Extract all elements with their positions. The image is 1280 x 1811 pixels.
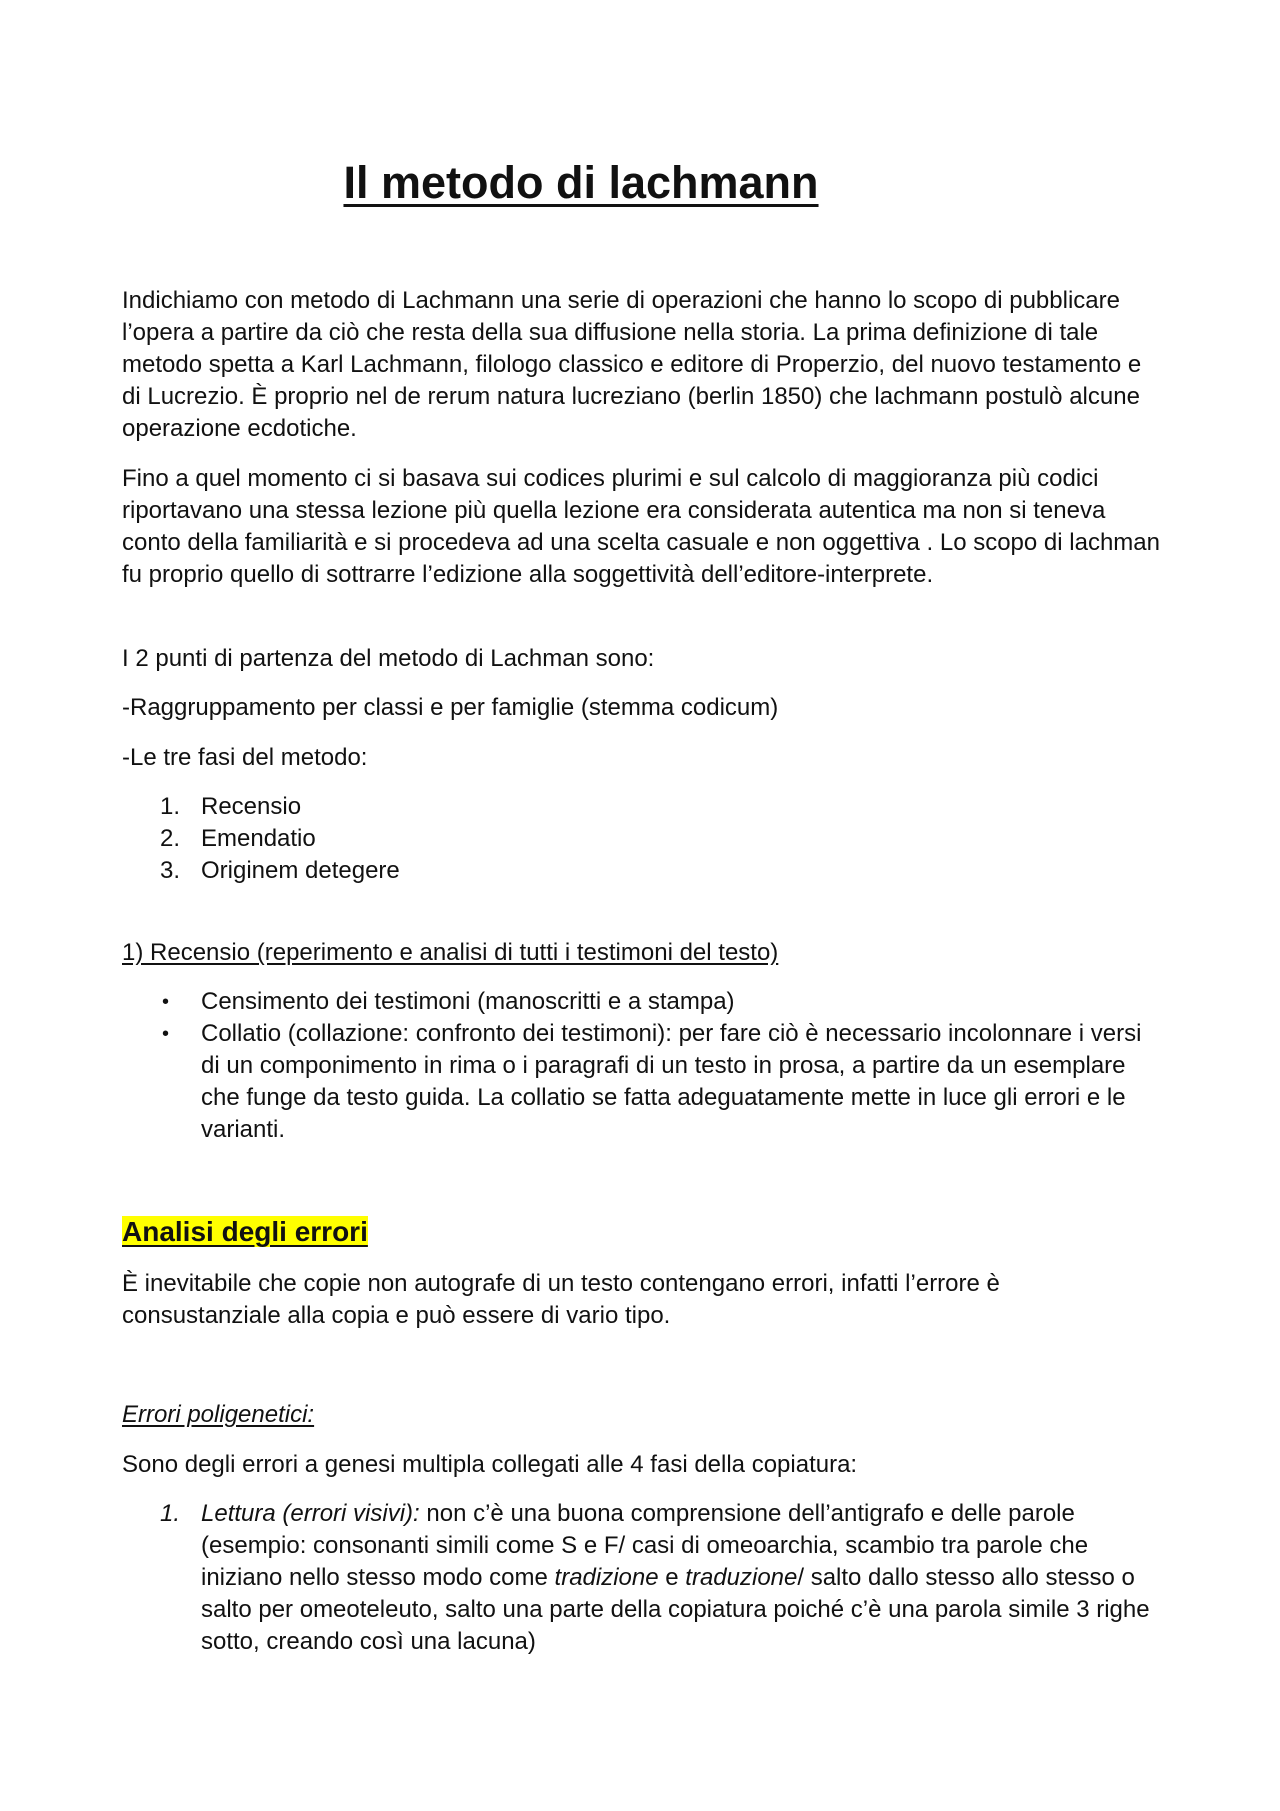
list-item: 3. Originem detegere	[160, 857, 400, 884]
analisi-text: È inevitabile che copie non autografe di un testo contengano errori, infatti l’errore è consustanziale alla copia e può essere di vario tipo.	[122, 1270, 1000, 1329]
errors-list	[122, 1498, 1162, 1658]
list-item: • Collatio (collazione: confronto dei testimoni): per fare ciò è necessario incolonnare i versi di un componimento in rima o i paragrafi di un testo in prosa, a partire da un esemplare che funge da testo guida. La collatio se fatta adeguatamente mette in luce gli errori e le varianti.	[162, 1020, 1142, 1143]
bullet-icon: •	[162, 1023, 170, 1045]
recensio-list	[122, 986, 1162, 1146]
list-item: 1. Recensio	[160, 793, 302, 820]
starting-points-text: I 2 punti di partenza del metodo di Lachman sono:	[122, 645, 655, 672]
grouping-text: -Raggruppamento per classi e per famiglie (stemma codicum)	[122, 694, 779, 721]
list-item: 1. Lettura (errori visivi): non c’è una buona comprensione dell’antigrafo e delle parole (esempio: consonanti simili come S e F/ casi di omeoarchia, scambio tra parole che iniziano nello stesso modo come tradizione e traduzione/ salto dallo stesso allo stesso o salto per omeoteleuto, salto una parte della copiatura poiché c’è una parola simile 3 righe sotto, creando così una lacuna)	[160, 1500, 1150, 1655]
poligenetici-intro: Sono degli errori a genesi multipla collegati alle 4 fasi della copiatura:	[122, 1451, 858, 1478]
recensio-heading: 1) Recensio (reperimento e analisi di tutti i testimoni del testo)	[122, 939, 779, 966]
majority-paragraph: Fino a quel momento ci si basava sui codices plurimi e sul calcolo di maggioranza più codici riportavano una stessa lezione più quella lezione era considerata autentica ma non si teneva conto della familiarità e si procedeva ad una scelta casuale e non oggettiva . Lo scopo di lachman fu proprio quello di sottrarre l’edizione alla soggettività dell’editore-interprete.	[122, 465, 1160, 588]
analisi-heading: Analisi degli errori	[122, 1216, 368, 1247]
poligenetici-heading: Errori poligenetici:	[122, 1401, 315, 1428]
list-item: • Censimento dei testimoni (manoscritti e a stampa)	[122, 986, 1162, 1018]
intro-paragraph: Indichiamo con metodo di Lachmann una serie di operazioni che hanno lo scopo di pubblicare l’opera a partire da ciò che resta della sua diffusione nella storia. La prima definizione di tale metodo spetta a Karl Lachmann, filologo classico e editore di Properzio, del nuovo testamento e di Lucrezio. È proprio nel de rerum natura lucreziano (berlin 1850) che lachmann postulò alcune operazione ecdotiche.	[122, 287, 1142, 442]
page-title: Il metodo di lachmann	[343, 157, 819, 208]
list-item: 2. Emendatio	[160, 825, 316, 852]
bullet-icon: •	[162, 991, 170, 1013]
phases-intro-text: -Le tre fasi del metodo:	[122, 744, 368, 771]
phases-list	[122, 791, 1162, 887]
